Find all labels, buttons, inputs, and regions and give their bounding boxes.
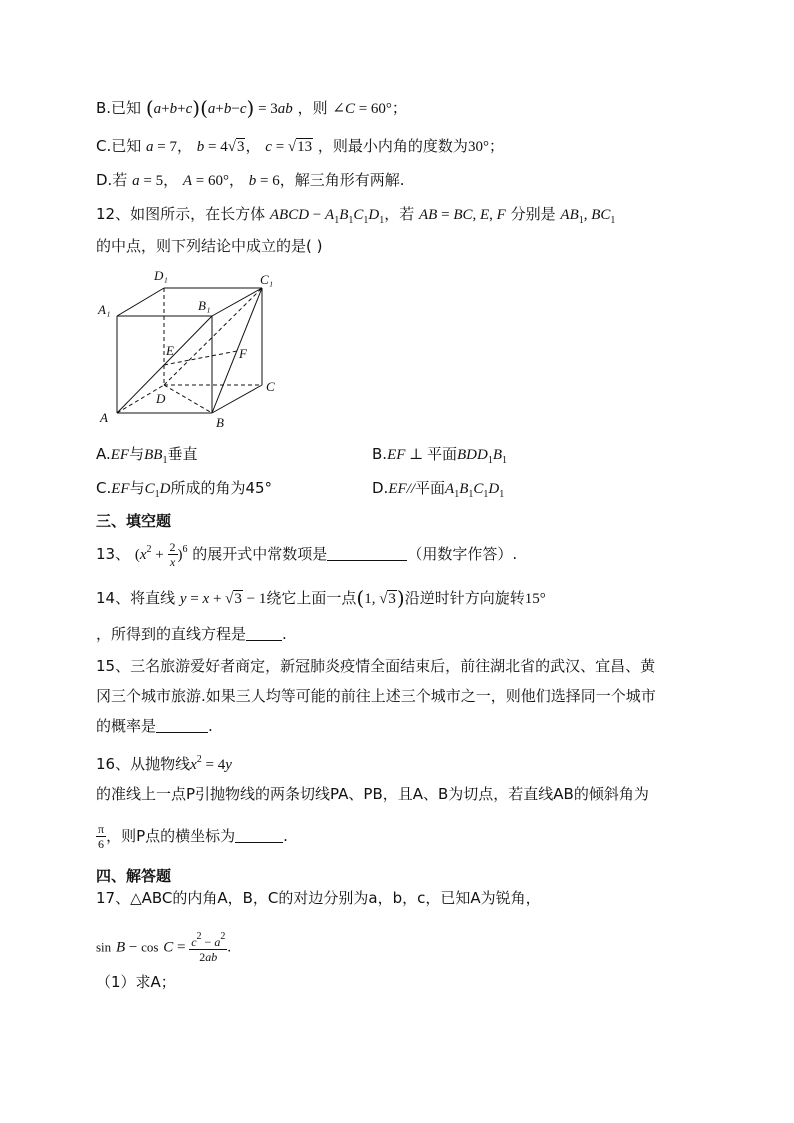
label-b1: B₁: [198, 298, 211, 313]
question-16-line3: $\frac{\pi}{6}$ ，则P点的横坐标为 .: [98, 822, 288, 851]
diag-b-c1: [212, 288, 262, 413]
label-d: D: [156, 391, 166, 406]
question-17-formula: sin B − cos C = $\frac{c^2 - a^2}{2ab}$ .: [96, 931, 232, 964]
question-17-sub1: （1）求A；: [96, 973, 176, 991]
section-4-heading: 四、解答题: [96, 867, 172, 885]
question-12-line2: 的中点，则下列结论中成立的是( ): [96, 237, 323, 255]
cuboid-figure: [92, 260, 292, 432]
q12-option-d: D.EF//平面$A_1B_1C_1D_1$: [372, 479, 505, 500]
q14-blank[interactable]: [246, 626, 282, 641]
label-c1: C₁: [260, 272, 274, 287]
section-3-heading: 三、填空题: [96, 512, 172, 530]
question-16-line1: 16、从抛物线$x^2 = 4y$: [96, 754, 232, 773]
q13-blank[interactable]: [327, 546, 407, 561]
q12-option-a: A.EF与$BB_1$垂直: [96, 445, 198, 466]
edge-a1-d1: [117, 288, 164, 316]
question-16-line2: 的准线上一点P引抛物线的两条切线PA、PB，且A、B为切点，若直线AB的倾斜角为: [96, 785, 649, 803]
option-b-line: B.已知 (a+b+c)(a+b−c) = 3ab ，则 ∠C = 60°；: [96, 96, 407, 120]
hidden-diag-d-c1: [164, 288, 262, 385]
label-a: A: [100, 410, 108, 425]
q12-option-b: B.EF ⊥ 平面$BDD_1B_1$: [372, 445, 508, 466]
question-12: 12、如图所示，在长方体 ABCD − $A_1B_1C_1D_1$，若 AB = BC, E, F 分别是 $AB_1$, $BC_1$: [96, 205, 616, 226]
question-15-line2: 冈三个城市旅游.如果三人均等可能的前往上述三个城市之一，则他们选择同一个城市: [96, 687, 656, 705]
q15-blank[interactable]: [156, 718, 208, 733]
segment-e-f: [164, 351, 237, 365]
question-13: 13、 ($x^2$ + $\frac{2}{x}$ )$^6$ 的展开式中常数项是 （用数字作答）.: [96, 540, 518, 569]
question-14-line2: ，所得到的直线方程是 .: [96, 625, 287, 643]
question-17-line1: 17、△ABC的内角A，B，C的对边分别为a，b，c，已知A为锐角，: [96, 889, 541, 907]
hidden-diag-d-b: [164, 385, 212, 413]
edge-b1-c1: [212, 288, 262, 316]
label-a1: A₁: [98, 302, 111, 317]
q16-blank[interactable]: [235, 828, 283, 843]
label-d1: D₁: [154, 268, 168, 283]
label-f: F: [239, 346, 247, 361]
question-15-line1: 15、三名旅游爱好者商定，新冠肺炎疫情全面结束后，前往湖北省的武汉、宜昌、黄: [96, 657, 656, 675]
question-15-line3: 的概率是 .: [96, 717, 213, 735]
label-c: C: [266, 379, 275, 394]
q12-option-c: C.EF与$C_1D$所成的角为45°: [96, 479, 273, 500]
option-d-line: D.若 a = 5， A = 60°， b = 6，解三角形有两解.: [96, 171, 405, 189]
edge-b-c: [212, 385, 262, 413]
option-c-line: C.已知 a = 7， b = 4√3， c = √13 ，则最小内角的度数为30°；: [96, 137, 504, 155]
label-b: B: [216, 415, 224, 430]
label-e: E: [166, 343, 174, 358]
question-14: 14、将直线 y = x + √3 − 1绕它上面一点(1, √3)沿逆时针方向旋转15°: [96, 586, 546, 610]
